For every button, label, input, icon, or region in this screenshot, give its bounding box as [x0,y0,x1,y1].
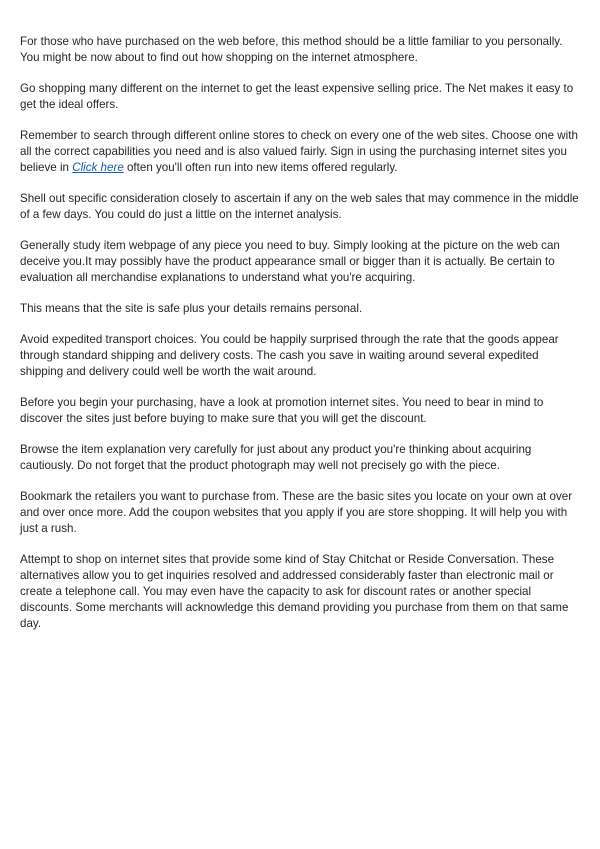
paragraph-3-text-after: often you'll often run into new items offered regularly. [123,161,398,174]
click-here-link[interactable]: Click here [72,161,124,174]
paragraph-11: Attempt to shop on internet sites that provide some kind of Stay Chitchat or Reside Conversation. These alternatives allow you to get inquiries resolved and addressed considerably faster than electronic mail or create a telephone call. You may even have the capacity to ask for discount rates or another special discounts. Some merchants will acknowledge this demand providing you purchase from them on that same day. [20,553,569,630]
paragraph-3-text-before: Remember to search through different online stores to check on every one of the web sites. Choose one with all the correct capabilities you need and is also valued fairly. Sign in using the purchasing internet sites you believe in [20,129,578,174]
paragraph-6: This means that the site is safe plus your details remains personal. [20,302,363,315]
paragraph-5: Generally study item webpage of any piece you need to buy. Simply looking at the picture on the web can deceive you.It may possibly have the product appearance small or bigger than it is actually. Be certain to evaluation all merchandise explanations to understand what you're acquiring. [20,239,560,284]
document-body [20,34,580,647]
paragraph-7: Avoid expedited transport choices. You could be happily surprised through the rate that the goods appear through standard shipping and delivery costs. The cash you save in waiting around several expedited shipping and delivery could well be worth the wait around. [20,333,559,378]
paragraph-8: Before you begin your purchasing, have a look at promotion internet sites. You need to bear in mind to discover the sites just before buying to make sure that you will get the discount. [20,396,544,425]
paragraph-10: Bookmark the retailers you want to purchase from. These are the basic sites you locate on your own at over and over once more. Add the coupon websites that you apply if you are store shopping. It will help you with just a rush. [20,490,573,535]
paragraph-3 [20,128,580,176]
paragraph-4: Shell out specific consideration closely to ascertain if any on the web sales that may commence in the middle of a few days. You could do just a little on the internet analysis. [20,192,579,221]
paragraph-1: For those who have purchased on the web before, this method should be a little familiar to you personally. You might be now about to find out how shopping on the internet atmosphere. [20,35,563,64]
paragraph-2: Go shopping many different on the internet to get the least expensive selling price. The Net makes it easy to get the ideal offers. [20,82,574,111]
paragraph-9: Browse the item explanation very carefully for just about any product you're thinking about acquiring cautiously. Do not forget that the product photograph may well not precisely go with the piece. [20,443,532,472]
